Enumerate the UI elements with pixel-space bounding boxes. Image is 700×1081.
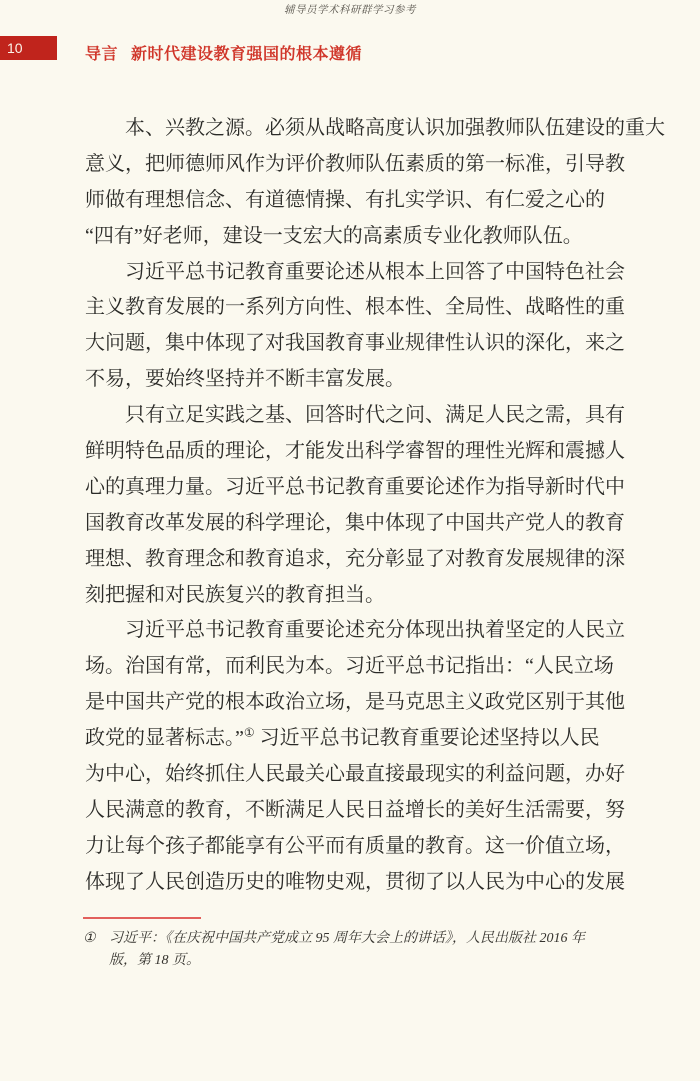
page-number: 10 bbox=[7, 40, 23, 56]
footnote bbox=[83, 928, 628, 972]
body-line: 师做有理想信念、有道德情操、有扎实学识、有仁爱之心的 bbox=[85, 188, 605, 211]
body-line: 意义，把师德师风作为评价教师队伍素质的第一标准，引导教 bbox=[85, 152, 625, 175]
body-line: 习近平总书记教育重要论述充分体现出执着坚定的人民立 bbox=[125, 619, 625, 642]
body-line: 力让每个孩子都能享有公平而有质量的教育。这一价值立场， bbox=[85, 834, 625, 857]
chapter-title: 新时代建设教育强国的根本遵循 bbox=[131, 46, 363, 63]
chapter-header bbox=[85, 41, 362, 64]
footnote-separator bbox=[83, 917, 201, 919]
body-line: 理想、教育理念和教育追求，充分彰显了对教育发展规律的深 bbox=[85, 547, 625, 570]
body-line: 国教育改革发展的科学理论，集中体现了中国共产党人的教育 bbox=[85, 511, 625, 534]
footnote-text bbox=[109, 928, 628, 972]
body-line: 心的真理力量。习近平总书记教育重要论述作为指导新时代中 bbox=[85, 475, 625, 498]
footnote-line: 版，第 18 页。 bbox=[109, 953, 200, 968]
chapter-label: 导言 bbox=[85, 46, 119, 63]
body-line: 主义教育发展的一系列方向性、根本性、全局性、战略性的重 bbox=[85, 296, 625, 319]
body-line: 本、兴教之源。必须从战略高度认识加强教师队伍建设的重大 bbox=[125, 117, 665, 139]
footnote-ref-marker: ① bbox=[243, 725, 255, 740]
body-line: 是中国共产党的根本政治立场，是马克思主义政党区别于其他 bbox=[85, 691, 625, 714]
body-line: 习近平总书记教育重要论述从根本上回答了中国特色社会 bbox=[125, 260, 625, 283]
footnote-marker: ① bbox=[83, 931, 96, 946]
body-line: 体现了人民创造历史的唯物史观，贯彻了以人民为中心的发展 bbox=[85, 870, 625, 893]
body-line: 鲜明特色品质的理论，才能发出科学睿智的理性光辉和震撼人 bbox=[85, 440, 625, 463]
body-line: 为中心，始终抓住人民最关心最直接最现实的利益问题，办好 bbox=[85, 763, 625, 786]
body-line: 政党的显著标志。”① 习近平总书记教育重要论述坚持以人民 bbox=[85, 725, 600, 750]
running-head: 辅导员学术科研群学习参考 bbox=[284, 5, 416, 16]
body-text bbox=[85, 111, 665, 901]
body-line: “四有”好老师，建设一支宏大的高素质专业化教师队伍。 bbox=[85, 224, 583, 247]
body-line: 场。治国有常，而利民为本。习近平总书记指出：“人民立场 bbox=[85, 655, 614, 678]
body-line: 不易，要始终坚持并不断丰富发展。 bbox=[85, 368, 405, 391]
page-number-block bbox=[0, 36, 57, 60]
body-line: 只有立足实践之基、回答时代之问、满足人民之需，具有 bbox=[125, 404, 625, 427]
body-line: 人民满意的教育，不断满足人民日益增长的美好生活需要，努 bbox=[85, 798, 625, 821]
body-line: 刻把握和对民族复兴的教育担当。 bbox=[85, 583, 385, 606]
footnote-line: 习近平：《在庆祝中国共产党成立 95 周年大会上的讲话》，人民出版社 2016 年 bbox=[109, 931, 585, 946]
body-line: 大问题，集中体现了对我国教育事业规律性认识的深化，来之 bbox=[85, 332, 625, 355]
